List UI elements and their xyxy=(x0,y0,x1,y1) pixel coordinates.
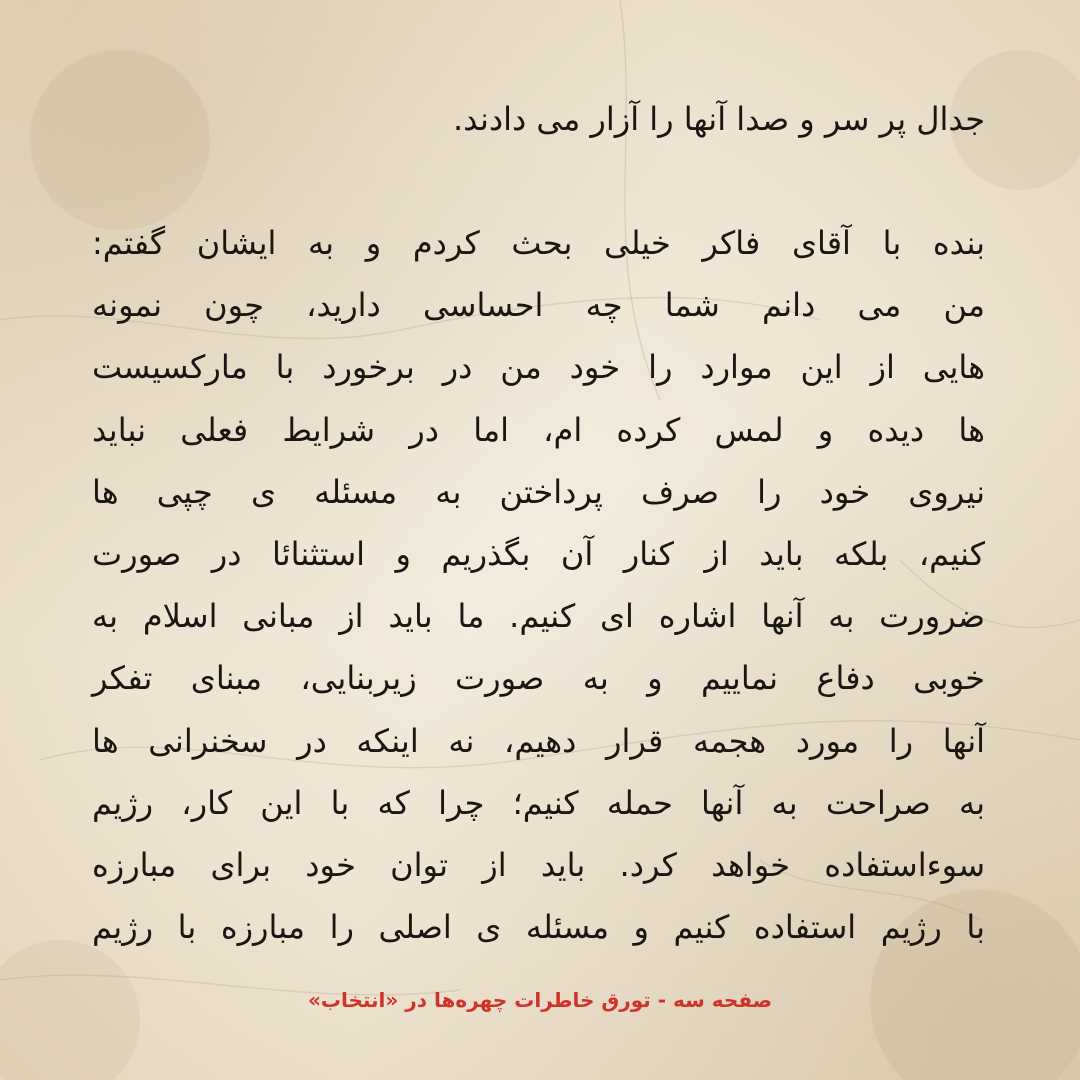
paragraph-line: بنده با آقای فاکر خیلی بحث کردم و به ایشان گفتم: xyxy=(92,224,985,262)
paragraph-line: خوبی دفاع نماییم و به صورت زیربنایی، مبنای تفکر xyxy=(92,659,985,698)
paragraph-line: ها دیده و لمس کرده ام، اما در شرایط فعلی نباید xyxy=(92,410,985,449)
paragraph-line: هایی از این موارد را خود من در برخورد با مارکسیست xyxy=(92,348,985,387)
paragraph-line: سوءاستفاده خواهد کرد. باید از توان خود برای مبارزه xyxy=(92,846,985,885)
main-paragraph xyxy=(92,212,985,958)
paragraph-line: من می دانم شما چه احساسی دارید، چون نمونه xyxy=(92,286,985,325)
paragraph-line: به صراحت به آنها حمله کنیم؛ چرا که با این کار، رژیم xyxy=(92,783,985,822)
document-body xyxy=(92,88,985,958)
paragraph-line: کنیم، بلکه باید از کنار آن بگذریم و استثنائا در صورت xyxy=(92,535,985,574)
lead-line: جدال پر سر و صدا آنها را آزار می دادند. xyxy=(452,100,985,138)
paragraph-line: ضرورت به آنها اشاره ای کنیم. ما باید از مبانی اسلام به xyxy=(92,597,985,636)
paragraph-spacer xyxy=(92,150,985,212)
footer-caption: صفحه سه - تورق خاطرات چهره‌ها در «انتخاب» xyxy=(307,988,773,1012)
paragraph-line: با رژیم استفاده کنیم و مسئله ی اصلی را مبارزه با رژیم xyxy=(92,908,985,947)
paragraph-line: آنها را مورد هجمه قرار دهیم، نه اینکه در سخنرانی ها xyxy=(92,721,985,760)
paragraph-line: نیروی خود را صرف پرداختن به مسئله ی چپی ها xyxy=(92,472,985,511)
